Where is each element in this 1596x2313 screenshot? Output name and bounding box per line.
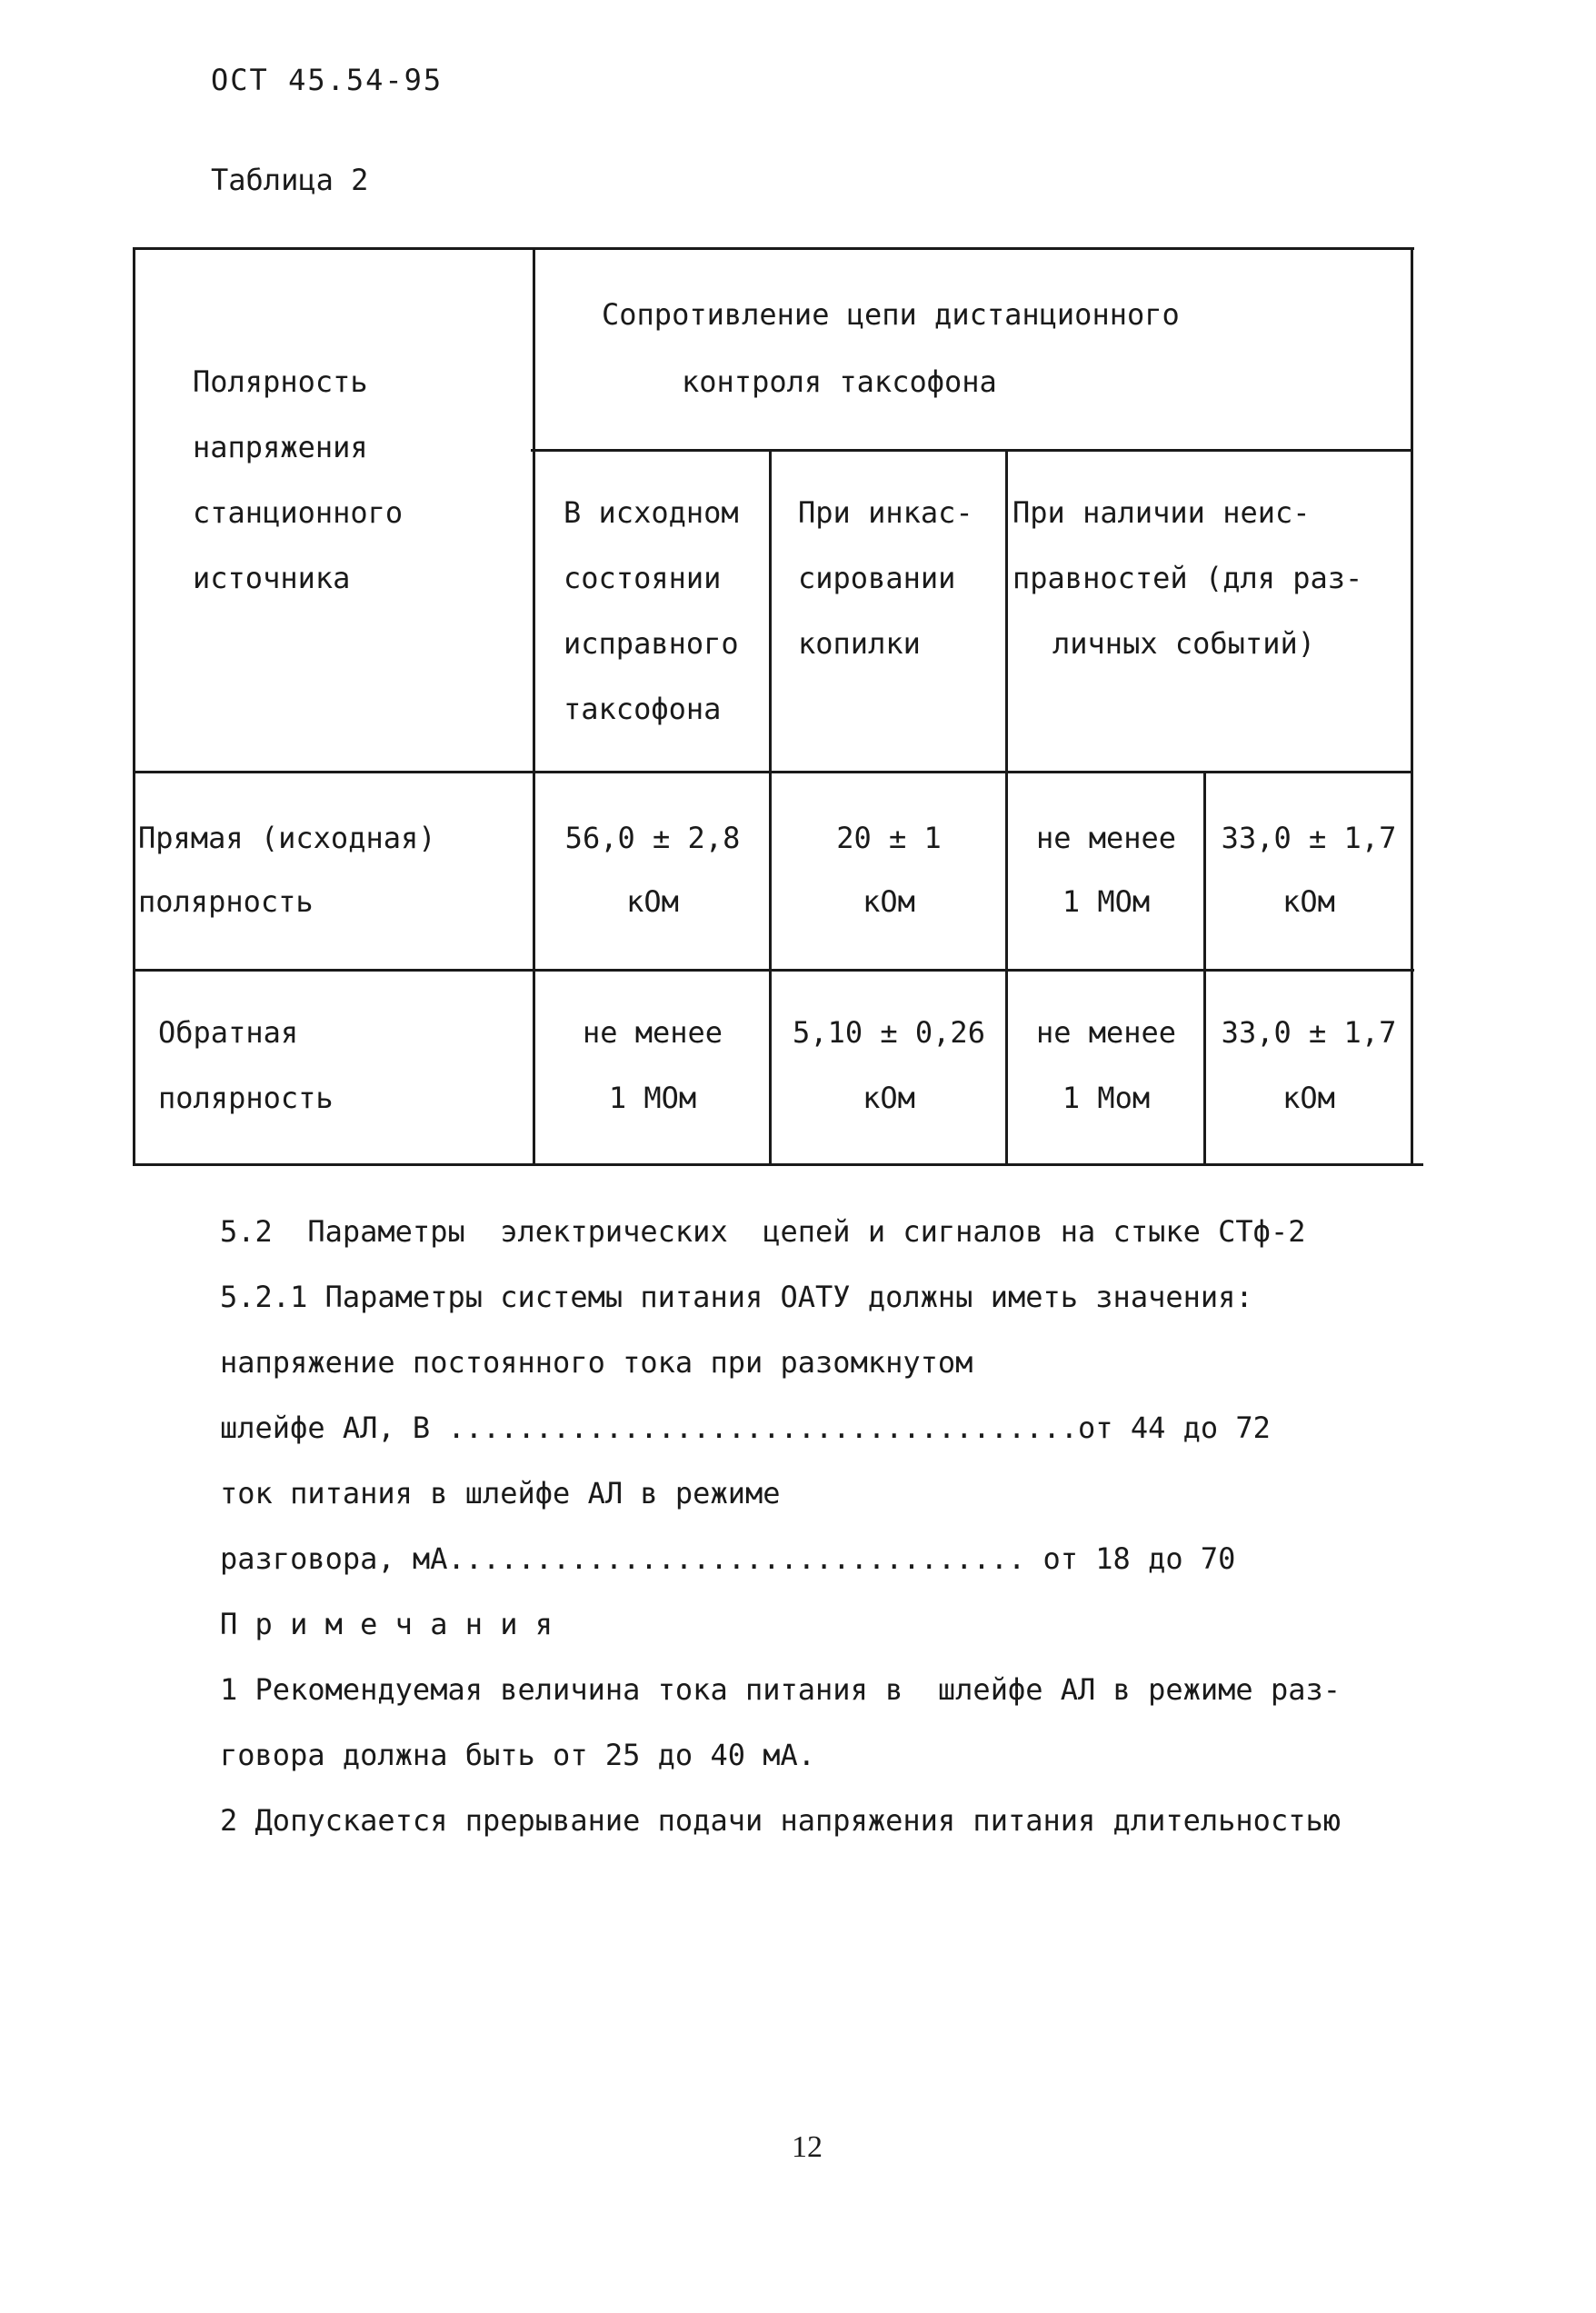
parameter-line: разговора, мА................................. от 18 до 70: [220, 1541, 1236, 1576]
cell-value: 56,0 ± 2,8: [564, 821, 741, 855]
cell-unit: кОм: [863, 884, 915, 919]
note-line: 2 Допускается прерывание подачи напряжения питания длительностью: [220, 1803, 1341, 1838]
header-line: таксофона: [564, 692, 722, 726]
header-line: станционного: [193, 495, 404, 530]
col-divider-2: [769, 449, 772, 1166]
section-heading-5-2-1: 5.2.1 Параметры системы питания ОАТУ должны иметь значения:: [220, 1280, 1253, 1314]
cell-value: 5,10 ± 0,26: [793, 1015, 985, 1050]
rule-header-bottom: [133, 771, 1412, 773]
page-number: 12: [792, 2130, 823, 2164]
cell-value: 20 ± 1: [836, 821, 942, 855]
parameter-line: ток питания в шлейфе АЛ в режиме: [220, 1476, 781, 1510]
parameter-line: напряжение постоянного тока при разомкнутом: [220, 1345, 973, 1380]
header-line: Полярность: [193, 364, 368, 399]
notes-heading: П р и м е ч а н и я: [220, 1607, 554, 1641]
header-line: правностей (для раз-: [1012, 561, 1363, 595]
header-line: личных событий): [1052, 626, 1315, 661]
header-line: напряжения: [193, 430, 368, 464]
document-code: ОСТ 45.54-95: [211, 63, 444, 97]
cell-unit: 1 МОм: [1062, 884, 1151, 919]
header-line: Сопротивление цепи дистанционного: [602, 297, 1180, 332]
header-line: контроля таксофона: [682, 364, 997, 399]
row-label: Обратная: [158, 1015, 299, 1050]
row-label: полярность: [138, 884, 314, 919]
cell-unit: кОм: [863, 1081, 915, 1115]
header-line: В исходном: [564, 495, 739, 530]
cell-value: 33,0 ± 1,7: [1221, 821, 1397, 855]
table-border-right: [1411, 247, 1413, 1166]
header-line: состоянии: [564, 561, 722, 595]
table-border-top: [133, 247, 1414, 250]
col-divider-4: [1203, 771, 1206, 1166]
table-title: Таблица 2: [211, 163, 369, 197]
cell-unit: 1 МОм: [608, 1081, 697, 1115]
header-line: исправного: [564, 626, 739, 661]
header-line: сировании: [798, 561, 956, 595]
cell-value: не менее: [582, 1015, 723, 1050]
cell-value: не менее: [1035, 1015, 1177, 1050]
cell-unit: кОм: [626, 884, 679, 919]
header-line: При наличии неис-: [1012, 495, 1311, 530]
rule-row-divider: [133, 969, 1414, 972]
row-label: Прямая (исходная): [138, 821, 436, 855]
cell-unit: кОм: [1282, 1081, 1335, 1115]
table-border-left: [133, 247, 135, 1166]
header-line: При инкас-: [798, 495, 973, 530]
col-divider-1: [533, 247, 535, 1166]
cell-value: 33,0 ± 1,7: [1221, 1015, 1397, 1050]
row-label: полярность: [158, 1081, 334, 1115]
col-divider-3: [1005, 449, 1008, 1166]
cell-unit: кОм: [1282, 884, 1335, 919]
table-border-bottom: [133, 1163, 1423, 1166]
cell-value: не менее: [1035, 821, 1177, 855]
cell-unit: 1 Мом: [1062, 1081, 1151, 1115]
header-line: источника: [193, 561, 351, 595]
rule-subheader: [531, 449, 1412, 452]
section-heading-5-2: 5.2 Параметры электрических цепей и сигналов на стыке СТф-2: [220, 1214, 1306, 1249]
note-line: говора должна быть от 25 до 40 мА.: [220, 1738, 816, 1772]
parameter-line: шлейфе АЛ, В ....................................от 44 до 72: [220, 1411, 1271, 1445]
header-line: копилки: [798, 626, 921, 661]
note-line: 1 Рекомендуемая величина тока питания в шлейфе АЛ в режиме раз-: [220, 1672, 1341, 1707]
